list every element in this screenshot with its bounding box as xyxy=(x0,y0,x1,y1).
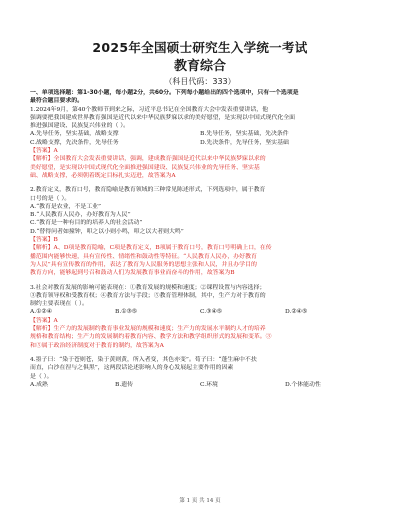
question-text: 而直，白沙在涅与之俱黑”，这两段话论述影响人的身心发展起主要作用的因素 xyxy=(30,365,234,372)
option-a: A.“教育是农业，不是工业” xyxy=(30,203,102,210)
option-b: B.遗传 xyxy=(115,381,133,388)
option-b: B.先导任务，坚实基础，先决条件 xyxy=(200,131,289,138)
analysis-text: 美好愿望，是实现以中国式现代化全面推进强国建设、民族复兴伟业的先导任务、坚实基 xyxy=(30,164,260,171)
options-row xyxy=(30,308,372,316)
option-d: D.“替得问者如撞钟，叩之以小则小鸣，叩之以大者则大鸣” xyxy=(30,228,184,235)
analysis-text: 规格和教育结构；生产力的发展制约着教育内容、教学方法和教学组织形式的发展和变革。③ xyxy=(30,334,272,341)
subject-code: （科目代码：333） xyxy=(164,77,236,86)
question-text: 制约主要表现在（ ）。 xyxy=(30,301,88,308)
option-a: A.①②④ xyxy=(30,309,52,316)
page-number: 第 1 页 共 14 页 xyxy=(179,498,221,504)
question-text: ③教育领导权和受教育权；④教育方法与手段；⑤教育管理体制，其中，生产力对于教育的 xyxy=(30,292,266,299)
subject-title: 教育综合 xyxy=(173,59,226,74)
analysis-text: 【解析】生产力的发展制约教育事业发展的规模和速度；生产力的发展水平制约人才的培养 xyxy=(30,326,266,333)
options-row xyxy=(30,139,372,147)
question-text: 推进强国建设、民族复兴伟业的（ ）。 xyxy=(30,123,130,130)
option-c: C.环境 xyxy=(200,381,218,388)
section-heading-cont: 最符合题目要求的。 xyxy=(30,98,84,105)
option-d: D.个体能动性 xyxy=(285,381,321,388)
question-text: 3.社会对教育发展的影响可能表现在：①教育发展的规模和速度；②课程设置与内容选择； xyxy=(30,284,266,291)
option-c: C.③④⑤ xyxy=(200,309,223,316)
analysis-text: 教育方向，能够起到号召和鼓动人们为发展教育事业而奋斗的作用，故答案为B xyxy=(30,270,235,277)
question-1 xyxy=(30,106,372,181)
question-text: 强调要把我国建成世界教育强国是近代以来中华民族梦寐以求的美好愿望，是实现以中国式现代化全面 xyxy=(30,114,296,121)
question-text: 1.2024年9月，第40个教师节到来之际，习近平总书记在全国教育大会中发表重要讲话，他 xyxy=(30,106,269,113)
question-3 xyxy=(30,284,372,350)
analysis-text: 【解析】A、D项是教育隐喻，C项是教育定义，B项属于教育口号，教育口号明确上口，在传 xyxy=(30,245,272,252)
analysis-text: 【解析】全国教育大会发表重要讲话，强调，建成教育强国是近代以来中华民族梦寐以求的 xyxy=(30,156,266,163)
option-a: A.先导任务，坚实基础，战略支撑 xyxy=(30,131,119,138)
analysis-text: 础、战略支撑，必须朝着既定目标扎实迈进，故答案为A xyxy=(30,172,176,179)
analysis-text: 播范围内能够快速，具有宣传性、情绪性和鼓动性等特征。“人民教育人民办，办好教育 xyxy=(30,253,257,260)
question-text: 是（ ）。 xyxy=(30,373,53,380)
section-heading: 一、单项选择题：第1-30小题，每小题2分，共60分。下列每小题给出的四个选项中，只有一个选项是 xyxy=(30,90,299,96)
question-4 xyxy=(30,356,372,389)
exam-body xyxy=(30,89,372,389)
answer-label: 【答案】A xyxy=(30,317,58,324)
options-row xyxy=(30,381,372,389)
answer-label: 【答案】B xyxy=(30,237,58,244)
exam-title: 2025年全国硕士研究生入学统一考试 xyxy=(92,40,308,55)
option-c: C.“教育是一种有目的的培养人的社会活动” xyxy=(30,220,143,227)
option-d: D.先决条件，先导任务，坚实基础 xyxy=(200,139,289,146)
analysis-text: 和⑤属于政治经济制度对于教育的制约，故答案为A xyxy=(30,342,164,349)
option-a: A.成熟 xyxy=(30,381,48,388)
question-2 xyxy=(30,186,372,277)
option-d: D.②④⑤ xyxy=(285,309,308,316)
option-b: B.①③⑤ xyxy=(115,309,138,316)
question-text: 4.墨子曰：“染于苍则苍，染于黄则黄，所入者变，其色亦变”。荀子曰：“蓬生麻中不扶 xyxy=(30,356,257,363)
option-b: B.“人民教育人民办，办好教育为人民” xyxy=(30,212,131,219)
answer-label: 【答案】A xyxy=(30,148,58,155)
question-text: 口号的是（ ）。 xyxy=(30,195,71,202)
option-c: C.战略支撑，先决条件，先导任务 xyxy=(30,139,119,146)
analysis-text: 为人民”具有宣传教育的作用，表达了教育为人民服务的思想主张和人民，并且办学目的 xyxy=(30,261,257,268)
options-row xyxy=(30,130,372,138)
question-text: 2.教育定义，教育口号，教育隐喻是教育领域的三种常见陈述形式，下列选项中，属于教育 xyxy=(30,187,266,194)
